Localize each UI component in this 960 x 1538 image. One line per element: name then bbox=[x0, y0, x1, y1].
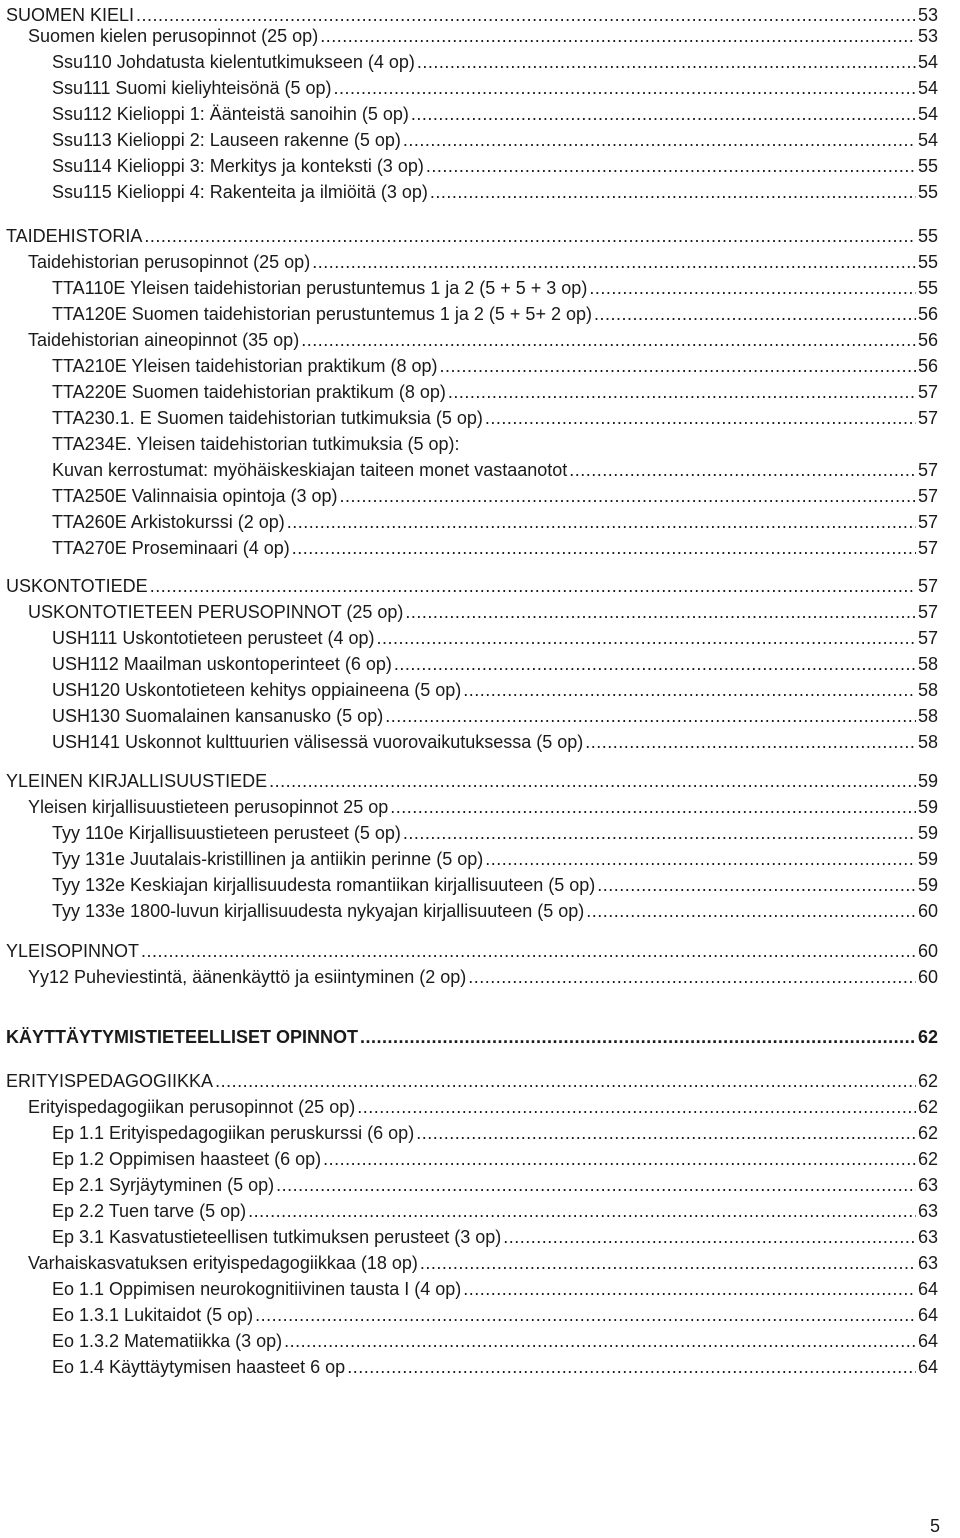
toc-entry-title: Ssu110 Johdatusta kielentutkimukseen (4 op) bbox=[52, 52, 415, 72]
toc-entry-page: 57 bbox=[917, 460, 938, 480]
toc-entry bbox=[6, 727, 938, 753]
dot-leader bbox=[585, 731, 916, 753]
toc-entry-page: 54 bbox=[917, 52, 938, 72]
dot-leader bbox=[411, 103, 916, 125]
dot-leader bbox=[440, 355, 916, 377]
dot-leader bbox=[340, 485, 916, 507]
toc-entry-title: Suomen kielen perusopinnot (25 op) bbox=[28, 26, 319, 46]
dot-leader bbox=[430, 181, 916, 203]
toc-entry bbox=[6, 151, 938, 177]
toc-entry-page: 62 bbox=[917, 1123, 938, 1143]
toc-entry-page: 53 bbox=[917, 5, 938, 25]
dot-leader bbox=[287, 511, 916, 533]
toc-entry bbox=[6, 701, 938, 727]
toc-entry-page: 59 bbox=[917, 823, 938, 843]
toc-entry-page: 56 bbox=[917, 304, 938, 324]
toc-entry-title: TTA120E Suomen taidehistorian perustuntemus 1 ja 2 (5 + 5+ 2 op) bbox=[52, 304, 592, 324]
toc-entry-title: Ssu115 Kielioppi 4: Rakenteita ja ilmiöitä (3 op) bbox=[52, 182, 428, 202]
dot-leader bbox=[284, 1330, 916, 1352]
toc-entry bbox=[6, 675, 938, 701]
toc-entry-page: 57 bbox=[917, 538, 938, 558]
toc-entry-page: 54 bbox=[917, 78, 938, 98]
dot-leader bbox=[357, 1096, 916, 1118]
toc-entry-page: 62 bbox=[917, 1027, 938, 1047]
toc-entry bbox=[6, 73, 938, 99]
toc-entry bbox=[6, 481, 938, 507]
toc-entry bbox=[6, 125, 938, 151]
toc-entry-page: 59 bbox=[917, 875, 938, 895]
toc-entry-title: Ssu114 Kielioppi 3: Merkitys ja konteksti (3 op) bbox=[52, 156, 424, 176]
toc-entry-title: YLEISOPINNOT bbox=[6, 941, 140, 961]
toc-entry-title: Tyy 131e Juutalais-kristillinen ja antiikin perinne (5 op) bbox=[52, 849, 484, 869]
toc-entry bbox=[6, 1022, 938, 1048]
toc-entry-title: USH130 Suomalainen kansanusko (5 op) bbox=[52, 706, 384, 726]
toc-entry-title: Eo 1.1 Oppimisen neurokognitiivinen tausta I (4 op) bbox=[52, 1279, 462, 1299]
toc-entry bbox=[6, 844, 938, 870]
dot-leader bbox=[276, 1174, 916, 1196]
toc-entry bbox=[6, 1092, 938, 1118]
dot-leader bbox=[403, 822, 916, 844]
dot-leader bbox=[417, 51, 916, 73]
toc-entry-title: USH111 Uskontotieteen perusteet (4 op) bbox=[52, 628, 375, 648]
dot-leader bbox=[416, 1122, 916, 1144]
toc-entry-title: Eo 1.4 Käyttäytymisen haasteet 6 op bbox=[52, 1357, 346, 1377]
toc-entry-page: 56 bbox=[917, 330, 938, 350]
toc-entry-title: TAIDEHISTORIA bbox=[6, 226, 143, 246]
toc-entry-page: 55 bbox=[917, 226, 938, 246]
dot-leader bbox=[150, 575, 916, 597]
dot-leader bbox=[360, 1026, 916, 1048]
toc-entry-page: 55 bbox=[917, 182, 938, 202]
toc-entry-title: Ssu111 Suomi kieliyhteisönä (5 op) bbox=[52, 78, 332, 98]
toc-entry-page: 62 bbox=[917, 1097, 938, 1117]
toc-entry bbox=[6, 221, 938, 247]
toc-entry-page: 59 bbox=[917, 797, 938, 817]
toc-entry-page: 63 bbox=[917, 1175, 938, 1195]
toc-entry bbox=[6, 429, 938, 455]
toc-entry bbox=[6, 623, 938, 649]
toc-entry-title: TTA110E Yleisen taidehistorian perustuntemus 1 ja 2 (5 + 5 + 3 op) bbox=[52, 278, 588, 298]
toc-entry bbox=[6, 325, 938, 351]
toc-entry bbox=[6, 351, 938, 377]
dot-leader bbox=[597, 874, 916, 896]
toc-entry bbox=[6, 962, 938, 988]
toc-entry-title: Tyy 132e Keskiajan kirjallisuudesta romantiikan kirjallisuuteen (5 op) bbox=[52, 875, 596, 895]
dot-leader bbox=[248, 1200, 916, 1222]
toc-entry-page: 58 bbox=[917, 706, 938, 726]
toc-entry-title: TTA260E Arkistokurssi (2 op) bbox=[52, 512, 285, 532]
toc-entry bbox=[6, 649, 938, 675]
dot-leader bbox=[333, 77, 915, 99]
toc-entry-title: Ep 2.2 Tuen tarve (5 op) bbox=[52, 1201, 247, 1221]
dot-leader bbox=[463, 1278, 916, 1300]
dot-leader bbox=[312, 251, 916, 273]
toc-entry-page: 59 bbox=[917, 771, 938, 791]
toc-entry-page: 54 bbox=[917, 104, 938, 124]
toc-entry-page: 62 bbox=[917, 1149, 938, 1169]
dot-leader bbox=[403, 129, 916, 151]
toc-entry-title: Ssu113 Kielioppi 2: Lauseen rakenne (5 op) bbox=[52, 130, 401, 150]
toc-entry bbox=[6, 1170, 938, 1196]
toc-entry-title: Taidehistorian perusopinnot (25 op) bbox=[28, 252, 311, 272]
dot-leader bbox=[463, 679, 916, 701]
toc-entry bbox=[6, 597, 938, 623]
toc-entry-page: 62 bbox=[917, 1071, 938, 1091]
toc-entry bbox=[6, 533, 938, 559]
toc-entry-page: 64 bbox=[917, 1279, 938, 1299]
toc-entry bbox=[6, 1326, 938, 1352]
toc-entry-title: TTA234E. Yleisen taidehistorian tutkimuksia (5 op): bbox=[52, 434, 460, 454]
toc-entry-page: 63 bbox=[917, 1201, 938, 1221]
toc-entry-page: 63 bbox=[917, 1227, 938, 1247]
dot-leader bbox=[426, 155, 916, 177]
toc-entry-title: Kuvan kerrostumat: myöhäiskeskiajan taiteen monet vastaanotot bbox=[52, 460, 568, 480]
dot-leader bbox=[594, 303, 916, 325]
toc-entry bbox=[6, 507, 938, 533]
dot-leader bbox=[468, 966, 916, 988]
dot-leader bbox=[385, 705, 916, 727]
toc-entry bbox=[6, 1352, 938, 1378]
toc-entry bbox=[6, 299, 938, 325]
toc-entry-title: TTA220E Suomen taidehistorian praktikum (8 op) bbox=[52, 382, 446, 402]
toc-entry bbox=[6, 403, 938, 429]
dot-leader bbox=[394, 653, 916, 675]
toc-entry-title: USH120 Uskontotieteen kehitys oppiaineena (5 op) bbox=[52, 680, 462, 700]
toc-entry bbox=[6, 99, 938, 125]
toc-entry-title: Yy12 Puheviestintä, äänenkäyttö ja esiintyminen (2 op) bbox=[28, 967, 467, 987]
toc-entry-title: TTA250E Valinnaisia opintoja (3 op) bbox=[52, 486, 338, 506]
toc-entry-page: 55 bbox=[917, 278, 938, 298]
dot-leader bbox=[301, 329, 916, 351]
dot-leader bbox=[255, 1304, 916, 1326]
toc-entry-page: 55 bbox=[917, 156, 938, 176]
toc-entry-page: 56 bbox=[917, 356, 938, 376]
dot-leader bbox=[485, 848, 916, 870]
toc-entry-title: TTA210E Yleisen taidehistorian praktikum (8 op) bbox=[52, 356, 438, 376]
toc-entry-page: 57 bbox=[917, 602, 938, 622]
toc-entry-title: USH112 Maailman uskontoperinteet (6 op) bbox=[52, 654, 392, 674]
dot-leader bbox=[420, 1252, 916, 1274]
toc-entry bbox=[6, 896, 938, 922]
dot-leader bbox=[320, 25, 916, 47]
toc-entry-title: TTA270E Proseminaari (4 op) bbox=[52, 538, 290, 558]
toc-entry-title: USKONTOTIEDE bbox=[6, 576, 148, 596]
toc-entry-page: 58 bbox=[917, 680, 938, 700]
page-number: 5 bbox=[929, 1516, 940, 1536]
toc-entry bbox=[6, 1248, 938, 1274]
toc-entry-title: Tyy 110e Kirjallisuustieteen perusteet (5 op) bbox=[52, 823, 401, 843]
dot-leader bbox=[485, 407, 916, 429]
toc-entry-page: 57 bbox=[917, 512, 938, 532]
dot-leader bbox=[569, 459, 916, 481]
toc-entry-title: Yleisen kirjallisuustieteen perusopinnot 25 op bbox=[28, 797, 389, 817]
toc-entry bbox=[6, 377, 938, 403]
toc-entry-page: 60 bbox=[917, 967, 938, 987]
toc-entry-title: Ep 1.1 Erityispedagogiikan peruskurssi (6 op) bbox=[52, 1123, 415, 1143]
toc-entry bbox=[6, 273, 938, 299]
toc-entry-title: Ep 2.1 Syrjäytyminen (5 op) bbox=[52, 1175, 275, 1195]
toc-entry-page: 63 bbox=[917, 1253, 938, 1273]
toc-entry bbox=[6, 247, 938, 273]
dot-leader bbox=[390, 796, 916, 818]
toc-entry-title: SUOMEN KIELI bbox=[6, 5, 135, 25]
toc-entry bbox=[6, 177, 938, 203]
dot-leader bbox=[215, 1070, 916, 1092]
toc-entry-page: 58 bbox=[917, 732, 938, 752]
toc-entry-title: Erityispedagogiikan perusopinnot (25 op) bbox=[28, 1097, 356, 1117]
toc-entry-title: Ep 1.2 Oppimisen haasteet (6 op) bbox=[52, 1149, 322, 1169]
toc-entry-title: TTA230.1. E Suomen taidehistorian tutkimuksia (5 op) bbox=[52, 408, 483, 428]
toc-entry bbox=[6, 1144, 938, 1170]
dot-leader bbox=[589, 277, 916, 299]
toc-entry-title: Taidehistorian aineopinnot (35 op) bbox=[28, 330, 300, 350]
toc-entry bbox=[6, 21, 938, 47]
toc-entry-title: YLEINEN KIRJALLISUUSTIEDE bbox=[6, 771, 268, 791]
toc-entry-title: USKONTOTIETEEN PERUSOPINNOT (25 op) bbox=[28, 602, 404, 622]
toc-entry bbox=[6, 818, 938, 844]
toc-entry-title: Eo 1.3.1 Lukitaidot (5 op) bbox=[52, 1305, 254, 1325]
toc-entry-page: 57 bbox=[917, 628, 938, 648]
toc-entry-page: 54 bbox=[917, 130, 938, 150]
toc-entry bbox=[6, 1066, 938, 1092]
dot-leader bbox=[405, 601, 916, 623]
toc-entry-page: 60 bbox=[917, 901, 938, 921]
toc-entry bbox=[6, 1222, 938, 1248]
toc-entry-title: Eo 1.3.2 Matematiikka (3 op) bbox=[52, 1331, 283, 1351]
dot-leader bbox=[269, 770, 916, 792]
dot-leader bbox=[323, 1148, 916, 1170]
dot-leader bbox=[347, 1356, 916, 1378]
toc-entry-page: 57 bbox=[917, 382, 938, 402]
toc-entry bbox=[6, 571, 938, 597]
dot-leader bbox=[292, 537, 916, 559]
dot-leader bbox=[448, 381, 916, 403]
toc-entry-title: ERITYISPEDAGOGIIKKA bbox=[6, 1071, 214, 1091]
toc-entry bbox=[6, 936, 938, 962]
toc-entry-page: 57 bbox=[917, 408, 938, 428]
dot-leader bbox=[144, 225, 916, 247]
toc-entry bbox=[6, 870, 938, 896]
toc-entry-page: 58 bbox=[917, 654, 938, 674]
toc-entry-page: 57 bbox=[917, 486, 938, 506]
toc-entry-page: 59 bbox=[917, 849, 938, 869]
toc-entry bbox=[6, 455, 938, 481]
toc-entry-page: 55 bbox=[917, 252, 938, 272]
toc-entry bbox=[6, 792, 938, 818]
toc-entry-page: 64 bbox=[917, 1357, 938, 1377]
toc-entry-title: Ep 3.1 Kasvatustieteellisen tutkimuksen perusteet (3 op) bbox=[52, 1227, 502, 1247]
toc-entry bbox=[6, 1300, 938, 1326]
dot-leader bbox=[503, 1226, 916, 1248]
dot-leader bbox=[586, 900, 916, 922]
toc-entry bbox=[6, 1196, 938, 1222]
toc-entry-page: 64 bbox=[917, 1331, 938, 1351]
toc-entry-page: 53 bbox=[917, 26, 938, 46]
toc-entry bbox=[6, 766, 938, 792]
toc-entry bbox=[6, 1118, 938, 1144]
toc-entry-title: Varhaiskasvatuksen erityispedagogiikkaa (18 op) bbox=[28, 1253, 418, 1273]
dot-leader bbox=[141, 940, 916, 962]
toc-entry-title: USH141 Uskonnot kulttuurien välisessä vuorovaikutuksessa (5 op) bbox=[52, 732, 584, 752]
toc-entry-page: 64 bbox=[917, 1305, 938, 1325]
toc-entry-title: Tyy 133e 1800-luvun kirjallisuudesta nykyajan kirjallisuuteen (5 op) bbox=[52, 901, 585, 921]
dot-leader bbox=[377, 627, 916, 649]
toc-entry-title: Ssu112 Kielioppi 1: Äänteistä sanoihin (5 op) bbox=[52, 104, 409, 124]
toc-entry bbox=[6, 1274, 938, 1300]
toc-entry-page: 60 bbox=[917, 941, 938, 961]
toc-entry-page: 57 bbox=[917, 576, 938, 596]
toc-entry-title: KÄYTTÄYTYMISTIETEELLISET OPINNOT bbox=[6, 1027, 359, 1047]
toc-entry bbox=[6, 47, 938, 73]
